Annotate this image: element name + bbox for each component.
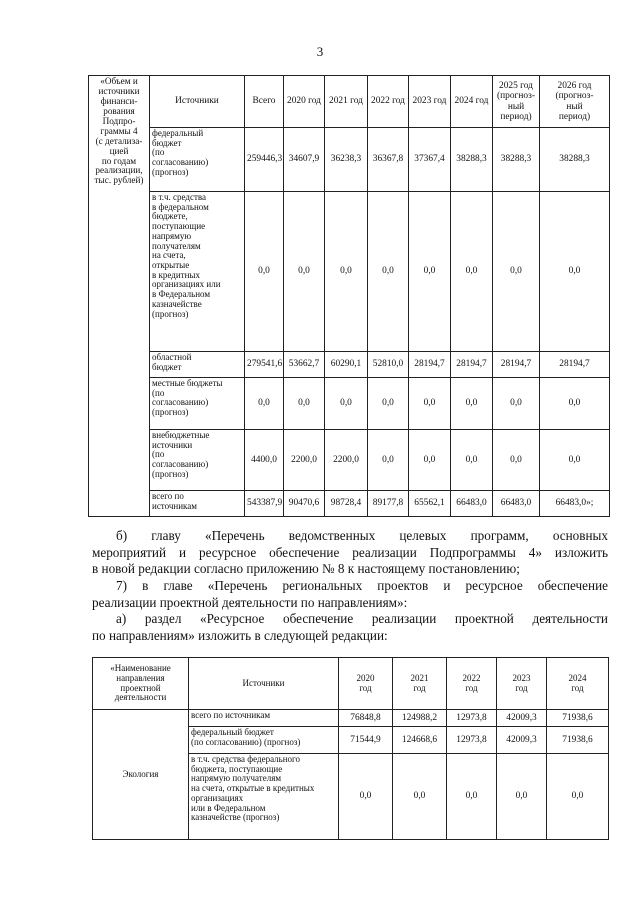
value-cell: 0,0 bbox=[245, 192, 284, 352]
table-row bbox=[89, 128, 610, 192]
value-cell: 0,0 bbox=[368, 378, 409, 430]
text-line: в новой редакции согласно приложению № 8 к настоящему постановлению; bbox=[92, 561, 520, 576]
table-row bbox=[93, 710, 609, 727]
value-cell: 53662,7 bbox=[284, 352, 325, 378]
paragraph-item-7 bbox=[92, 578, 608, 611]
value-cell: 0,0 bbox=[493, 378, 540, 430]
table-row bbox=[89, 378, 610, 430]
source-cell: в т.ч. средства в федеральном бюджете, поступающие напрямую получателям на счета, открытые в кредитных организациях или в Федеральном казначействе (прогноз) bbox=[150, 192, 245, 352]
value-cell: 36367,8 bbox=[368, 128, 409, 192]
value-cell: 124668,6 bbox=[393, 727, 447, 754]
value-cell: 0,0 bbox=[393, 754, 447, 840]
value-cell: 0,0 bbox=[540, 430, 610, 491]
value-cell: 0,0 bbox=[409, 192, 451, 352]
value-cell: 12973,8 bbox=[447, 727, 497, 754]
value-cell: 42009,3 bbox=[497, 710, 547, 727]
header-2020: 2020 год bbox=[284, 76, 325, 128]
header-2026: 2026 год (прогноз- ный период) bbox=[540, 76, 610, 128]
source-cell: внебюджетные источники (по согласованию) (прогноз) bbox=[150, 430, 245, 491]
table-row bbox=[89, 352, 610, 378]
value-cell: 0,0 bbox=[325, 378, 368, 430]
value-cell: 0,0 bbox=[409, 378, 451, 430]
header-sources: Источники bbox=[189, 658, 339, 710]
text-line: 7) в главе «Перечень региональных проектов и ресурсное обеспечение bbox=[116, 578, 608, 593]
value-cell: 98728,4 bbox=[325, 491, 368, 517]
header-total: Всего bbox=[245, 76, 284, 128]
value-cell: 36238,3 bbox=[325, 128, 368, 192]
value-cell: 38288,3 bbox=[493, 128, 540, 192]
header-sources: Источники bbox=[150, 76, 245, 128]
value-cell: 60290,1 bbox=[325, 352, 368, 378]
header-2022: 2022 год bbox=[447, 658, 497, 710]
source-cell: всего по источникам bbox=[189, 710, 339, 727]
value-cell: 42009,3 bbox=[497, 727, 547, 754]
value-cell: 0,0 bbox=[451, 192, 493, 352]
value-cell: 52810,0 bbox=[368, 352, 409, 378]
table-row bbox=[89, 192, 610, 352]
source-cell: федеральный бюджет (по согласованию) (прогноз) bbox=[150, 128, 245, 192]
paragraph-item-b bbox=[92, 528, 608, 578]
table-row bbox=[89, 491, 610, 517]
value-cell: 0,0 bbox=[325, 192, 368, 352]
source-cell: федеральный бюджет (по согласованию) (прогноз) bbox=[189, 727, 339, 754]
value-cell: 0,0 bbox=[284, 378, 325, 430]
value-cell: 0,0 bbox=[284, 192, 325, 352]
value-cell: 12973,8 bbox=[447, 710, 497, 727]
value-cell: 38288,3 bbox=[451, 128, 493, 192]
value-cell: 0,0 bbox=[540, 378, 610, 430]
value-cell: 28194,7 bbox=[493, 352, 540, 378]
source-cell: местные бюджеты (по согласованию) (прогноз) bbox=[150, 378, 245, 430]
value-cell: 0,0 bbox=[497, 754, 547, 840]
value-cell: 90470,6 bbox=[284, 491, 325, 517]
value-cell: 0,0 bbox=[493, 430, 540, 491]
text-line: а) раздел «Ресурсное обеспечение реализации проектной деятельности bbox=[116, 611, 608, 626]
value-cell: 34607,9 bbox=[284, 128, 325, 192]
value-cell: 0,0 bbox=[547, 754, 609, 840]
project-resources-table bbox=[92, 657, 609, 840]
source-cell: в т.ч. средства федерального бюджета, поступающие напрямую получателям на счета, открытые в кредитных организациях или в Федеральном казначействе (прогноз) bbox=[189, 754, 339, 840]
source-cell: всего по источникам bbox=[150, 491, 245, 517]
value-cell: 0,0 bbox=[540, 192, 610, 352]
value-cell: 0,0 bbox=[447, 754, 497, 840]
text-line: мероприятий и ресурсное обеспечение реализации Подпрограммы 4» изложить bbox=[92, 544, 608, 560]
header-2025: 2025 год (прогноз- ный период) bbox=[493, 76, 540, 128]
value-cell: 71938,6 bbox=[547, 710, 609, 727]
value-cell: 279541,6 bbox=[245, 352, 284, 378]
value-cell: 37367,4 bbox=[409, 128, 451, 192]
paragraph-item-a bbox=[92, 611, 608, 644]
value-cell: 543387,9 bbox=[245, 491, 284, 517]
value-cell: 65562,1 bbox=[409, 491, 451, 517]
value-cell: 2200,0 bbox=[325, 430, 368, 491]
value-cell: 0,0 bbox=[368, 430, 409, 491]
value-cell: 38288,3 bbox=[540, 128, 610, 192]
text-line: по направлениям» изложить в следующей редакции: bbox=[92, 627, 388, 643]
value-cell: 259446,3 bbox=[245, 128, 284, 192]
value-cell: 0,0 bbox=[368, 192, 409, 352]
value-cell: 4400,0 bbox=[245, 430, 284, 491]
page-number: 3 bbox=[316, 44, 324, 59]
value-cell: 66483,0 bbox=[493, 491, 540, 517]
value-cell: 28194,7 bbox=[451, 352, 493, 378]
header-direction: «Наименование направления проектной деятельности bbox=[93, 658, 189, 710]
value-cell: 28194,7 bbox=[540, 352, 610, 378]
value-cell: 2200,0 bbox=[284, 430, 325, 491]
value-cell: 124988,2 bbox=[393, 710, 447, 727]
value-cell: 0,0 bbox=[245, 378, 284, 430]
text-line: реализации проектной деятельности по направлениям»: bbox=[92, 594, 408, 610]
header-2022: 2022 год bbox=[368, 76, 409, 128]
value-cell: 0,0 bbox=[451, 430, 493, 491]
text-line: б) главу «Перечень ведомственных целевых программ, основных bbox=[116, 528, 608, 543]
header-2023: 2023 год bbox=[409, 76, 451, 128]
header-2023: 2023 год bbox=[497, 658, 547, 710]
header-2024: 2024 год bbox=[547, 658, 609, 710]
header-2024: 2024 год bbox=[451, 76, 493, 128]
value-cell: 0,0 bbox=[409, 430, 451, 491]
financing-table bbox=[88, 75, 610, 517]
header-2021: 2021 год bbox=[393, 658, 447, 710]
direction-name: Экология bbox=[93, 710, 189, 840]
table-row bbox=[89, 430, 610, 491]
value-cell: 0,0 bbox=[493, 192, 540, 352]
source-cell: областной бюджет bbox=[150, 352, 245, 378]
value-cell: 0,0 bbox=[339, 754, 393, 840]
value-cell: 66483,0 bbox=[451, 491, 493, 517]
value-cell: 71544,9 bbox=[339, 727, 393, 754]
value-cell: 71938,6 bbox=[547, 727, 609, 754]
header-2021: 2021 год bbox=[325, 76, 368, 128]
value-cell: 89177,8 bbox=[368, 491, 409, 517]
financing-label: «Объем и источники финанси- рования Подпро- граммы 4 (с детализа- цией по годам реализации, тыс. рублей) bbox=[89, 76, 150, 517]
header-2020: 2020 год bbox=[339, 658, 393, 710]
value-cell: 66483,0»; bbox=[540, 491, 610, 517]
value-cell: 0,0 bbox=[451, 378, 493, 430]
value-cell: 76848,8 bbox=[339, 710, 393, 727]
value-cell: 28194,7 bbox=[409, 352, 451, 378]
